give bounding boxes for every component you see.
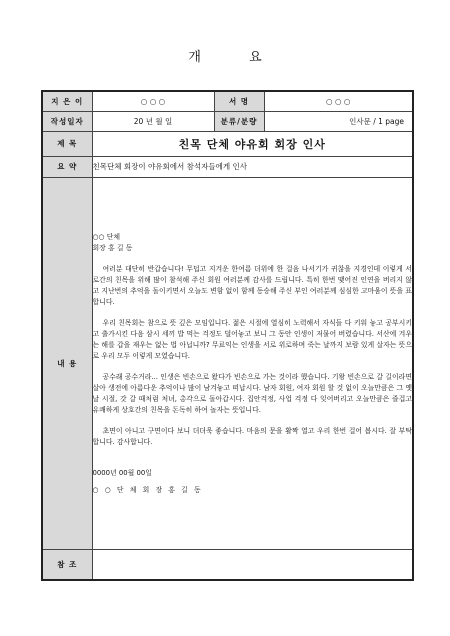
author-row: [42, 91, 413, 111]
content-president: 회장 홍 길 동: [92, 243, 133, 252]
signature-value: ○ ○ ○: [264, 91, 413, 111]
content-paragraph-2: 우리 친목회는 참으로 뜻 깊은 모임입니다. 젊은 시절에 열심히 노력해서 자식들 다 키워 놓고 공부시키고 출가시킨 다음 삼시 세끼 밥 먹는 걱정도 덜어놓고 보니 그 동안 인생이 저물어 버렸습니다. 서산에 겨우는 해를 갑을 재우는 없는 법 아닙니까? 무료익는 인생을 서로 위로하며 죽는 날까지 보람 있게 살자는 뜻으로 우리 모두 이렇게 모였습니다.: [92, 318, 412, 360]
category-label: 분류/분량: [214, 111, 264, 131]
content-date: 0000년 00월 00일: [92, 468, 152, 477]
content-body: [92, 177, 413, 550]
signature-label: 서 명: [214, 91, 264, 111]
document-title: 개 요: [188, 50, 284, 65]
content-closing: ○ ○ 단 체 회 장 홍 길 동: [92, 485, 203, 494]
date-row: [42, 111, 413, 131]
author-value: ○ ○ ○: [92, 91, 214, 111]
date-label: 작성일자: [42, 111, 92, 131]
summary-label: 요 약: [42, 156, 92, 177]
content-row: [42, 177, 413, 550]
summary-row: [42, 156, 413, 177]
content-label: 내 용: [42, 177, 92, 550]
content-org: ○○ 단체: [92, 232, 121, 241]
author-label: 지 은 이: [42, 91, 92, 111]
summary-value: 친목단체 회장이 야유회에서 참석자들에게 인사: [92, 156, 413, 177]
subject-label: 제 목: [42, 131, 92, 156]
content-paragraph-1: 여러분 대단히 반갑습니다! 무덥고 지겨운 한여름 더위에 한 걸음 나서기가 귀찮을 지경인데 이렇게 서로간의 친목을 위해 많이 참석해 주신 회원 여러분께 감사를 드립니다. 특히 한번 맺어진 인연을 버리지 않고 지난번의 추억을 돌이키면서 오늘도 변함 없이 함께 동승해 주신 부인 여러분께 심심한 고마움이 뜻을 표합니다.: [92, 264, 412, 306]
content-paragraph-3: 공수래 공수거라... 인생은 빈손으로 왔다가 빈손으로 가는 것이라 했습니다. 기왕 빈손으로 갈 길이라면 살아 생전에 아름다운 추억이나 많이 남겨놓고 떠납시다. 남자 회원, 여자 회원 할 것 없이 오늘만큼은 그 옛날 시절, 갓 갈 때처럼 처녀, 총각으로 돌아갑시다. 집안걱정, 사업 걱정 다 잊어버리고 오늘만큼은 즐겁고 유쾌하게 상호간의 친목을 돈독히 하여 놀자는 뜻입니다.: [92, 372, 412, 414]
category-value: 인사문 / 1 page: [264, 111, 413, 131]
summary-form: [41, 90, 414, 581]
content-paragraph-4: 초면이 아니고 구면이다 보니 더더욱 좋습니다. 마음의 문을 활짝 열고 우리 한번 걸어 봅시다. 잘 부탁합니다. 감사합니다.: [92, 426, 412, 446]
subject-row: [42, 131, 413, 156]
reference-label: 참 조: [42, 550, 92, 580]
reference-row: [42, 550, 413, 580]
reference-value: [92, 550, 413, 580]
date-value: 20 년 월 일: [92, 111, 214, 131]
subject-value: 친목 단체 야유회 회장 인사: [92, 131, 413, 156]
